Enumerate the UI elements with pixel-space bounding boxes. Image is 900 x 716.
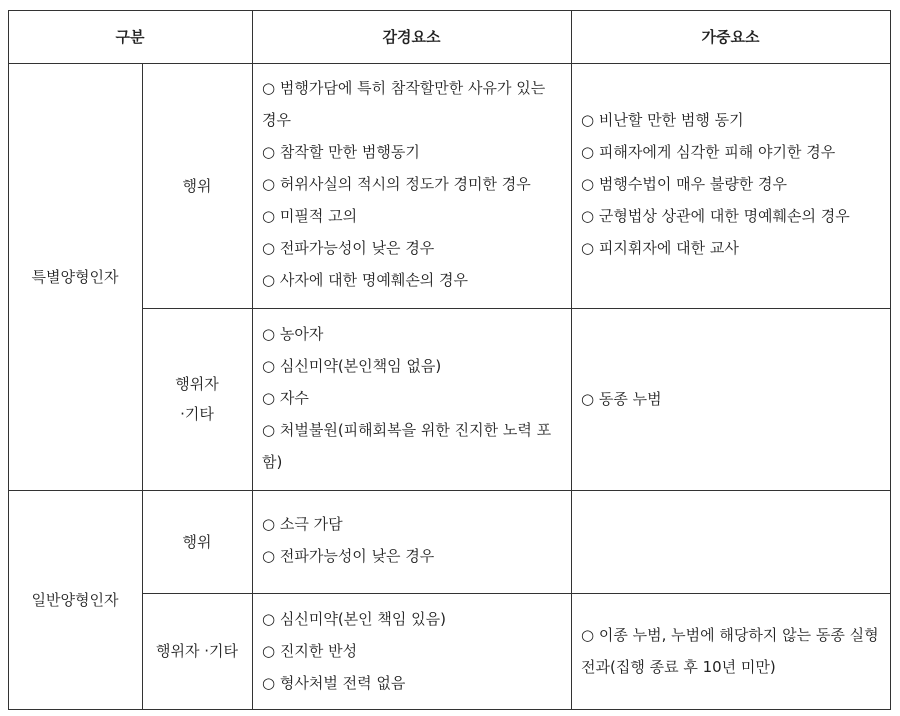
list-item: ○ 군형법상 상관에 대한 명예훼손의 경우: [581, 207, 850, 225]
header-aggravating: 가중요소: [701, 27, 760, 46]
special-act-aggravating-list: [571, 104, 890, 264]
special-actor-label-line2: ·기타: [180, 405, 214, 423]
header-category: 구분: [115, 27, 145, 46]
list-item: ○ 심신미약(본인책임 없음): [262, 357, 442, 375]
general-factors-label: 일반양형인자: [31, 590, 119, 609]
list-item: ○ 비난할 만한 범행 동기: [581, 111, 744, 129]
list-item: ○ 전파가능성이 낮은 경우: [262, 239, 435, 257]
general-actor-mitigating-list: [252, 603, 571, 699]
list-item: ○ 소극 가담: [262, 515, 343, 533]
special-row-divider: [142, 308, 891, 309]
list-item: ○ 피지휘자에 대한 교사: [581, 239, 739, 257]
special-actor-label-line1: 행위자: [175, 375, 219, 393]
special-act-mitigating-list: [252, 72, 571, 296]
table-border-right: [890, 10, 891, 710]
header-mitigating: 감경요소: [382, 27, 441, 46]
special-actor-label: [142, 308, 252, 490]
special-actor-mitigating-list: [252, 318, 571, 478]
special-actor-aggravating-list: [571, 383, 890, 415]
list-item: ○ 처벌불원(피해회복을 위한 진지한 노력 포함): [262, 421, 552, 471]
general-act-mitigating-list: [252, 508, 571, 572]
table-border-bottom: [8, 709, 891, 710]
list-item: ○ 범행수법이 매우 불량한 경우: [581, 175, 788, 193]
general-act-label: 행위: [182, 532, 212, 551]
list-item: ○ 피해자에게 심각한 피해 야기한 경우: [581, 143, 836, 161]
list-item: ○ 허위사실의 적시의 정도가 경미한 경우: [262, 175, 531, 193]
list-item: ○ 형사처벌 전력 없음: [262, 674, 406, 692]
list-item: ○ 진지한 반성: [262, 642, 358, 660]
list-item: ○ 심신미약(본인 책임 있음): [262, 610, 446, 628]
list-item: ○ 자수: [262, 389, 309, 407]
general-row-divider: [142, 593, 891, 594]
list-item: ○ 농아자: [262, 325, 324, 343]
list-item: ○ 사자에 대한 명예훼손의 경우: [262, 271, 469, 289]
special-factors-label: 특별양형인자: [31, 267, 119, 286]
list-item: ○ 전파가능성이 낮은 경우: [262, 547, 435, 565]
list-item: ○ 미필적 고의: [262, 207, 358, 225]
list-item: ○ 참작할 만한 범행동기: [262, 143, 420, 161]
special-act-label: 행위: [182, 176, 212, 195]
general-actor-label: 행위자 ·기타: [156, 642, 238, 660]
list-item: ○ 동종 누범: [581, 390, 662, 408]
list-item: ○ 범행가담에 특히 참작할만한 사유가 있는 경우: [262, 79, 546, 129]
general-actor-aggravating-list: [571, 619, 890, 683]
list-item: ○ 이종 누범, 누범에 해당하지 않는 동종 실형 전과(집행 종료 후 10년 미만): [581, 626, 879, 676]
